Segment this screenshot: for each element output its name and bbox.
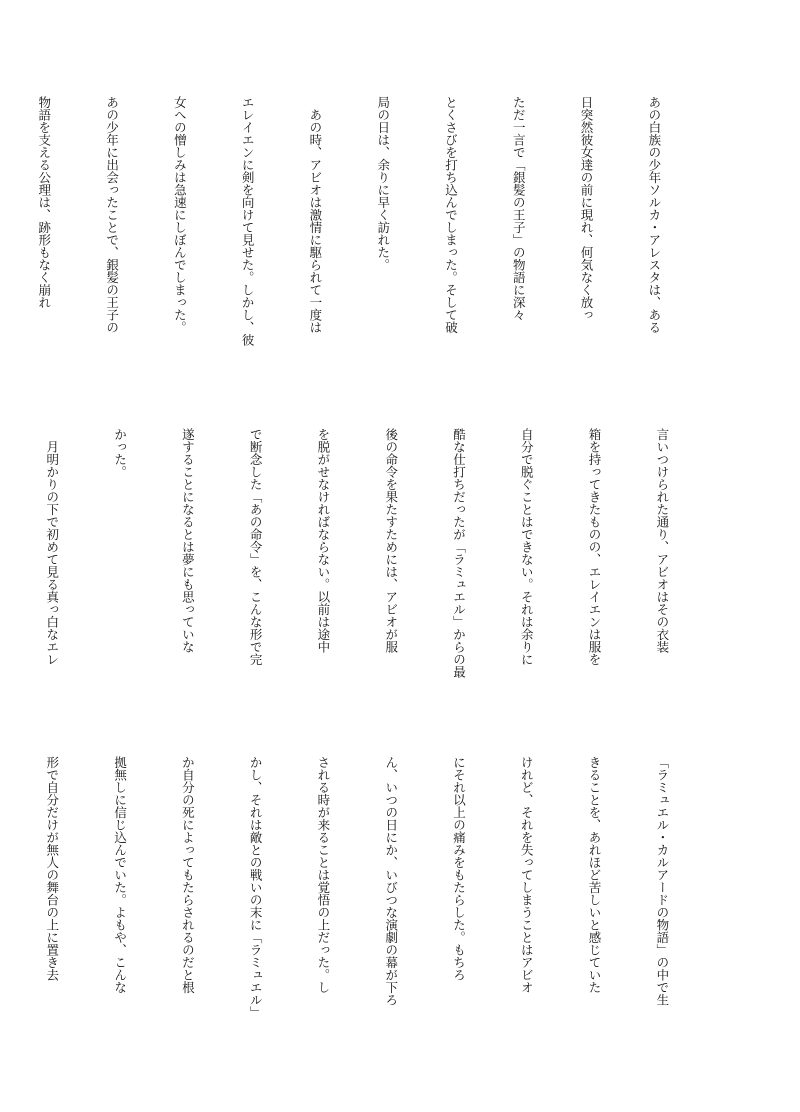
text-column: あの白族の少年ソルカ・アレスタは、ある — [646, 96, 662, 334]
text-column: で断念した「あの命令」を、こんな形で完 — [248, 428, 264, 666]
text-column: 月明かりの下で初めて見る真っ白なエレ — [44, 428, 60, 666]
text-column: 拠無しに信じ込んでいた。よもや、こんな — [112, 756, 128, 994]
text-column: あの少年に出会ったことで、銀髪の王子の — [104, 96, 120, 334]
text-column: 物語を支える公理は、跡形もなく崩れ — [36, 96, 52, 309]
text-column: される時が来ることは覚悟の上だった。し — [315, 756, 331, 994]
text-block-top — [36, 96, 710, 396]
text-column: 女への憎しみは急速にしぼんでしまった。 — [172, 96, 188, 334]
text-column: 遂することになるとは夢にも思っていな — [180, 428, 196, 653]
text-column: 後の命令を果たすためには、アビオが服 — [383, 428, 399, 653]
text-column: 酷な仕打ちだったが「ラミュエル」からの最 — [451, 428, 467, 678]
text-column: にそれ以上の痛みをもたらした。もちろ — [451, 756, 467, 981]
text-column: か自分の死によってもたらされるのだと根 — [180, 756, 196, 994]
text-column: けれど、それを失ってしまうことはアビオ — [519, 756, 535, 994]
text-column: ただ一言で「銀髪の王子」の物語に深々 — [511, 96, 527, 321]
text-column: 局の日は、余りに早く訪れた。 — [375, 96, 391, 271]
text-column: かし、それは敵との戦いの末に「ラミュエル」 — [248, 756, 264, 1019]
text-column: 言いつけられた通り、アビオはその衣装 — [654, 428, 670, 653]
text-column: 形で自分だけが無人の舞台の上に置き去 — [44, 756, 60, 981]
text-column: を脱がせなければならない。以前は途中 — [315, 428, 331, 653]
text-column: 箱を持ってきたものの、エレイエンは服を — [587, 428, 603, 666]
text-column: ん、いつの日にか、いびつな演劇の幕が下ろ — [383, 756, 399, 1006]
text-column: 日突然彼女達の前に現れ、何気なく放っ — [579, 96, 595, 321]
text-column: 自分で脱ぐことはできない。それは余りに — [519, 428, 535, 666]
text-column: かった。 — [112, 428, 128, 478]
text-column: 「ラミュエル・カルアードの物語」の中で生 — [654, 756, 670, 1006]
text-column: とくさびを打ち込んでしまった。そして破 — [443, 96, 459, 334]
text-block-bottom — [44, 756, 718, 1038]
text-column: きることを、あれほど苦しいと感じていた — [587, 756, 603, 994]
text-column: エレイエンに剣を向けて見せた。しかし、彼 — [240, 96, 256, 346]
text-column: あの時、アビオは激情に駆られて一度は — [307, 96, 323, 334]
text-block-middle — [44, 428, 718, 714]
